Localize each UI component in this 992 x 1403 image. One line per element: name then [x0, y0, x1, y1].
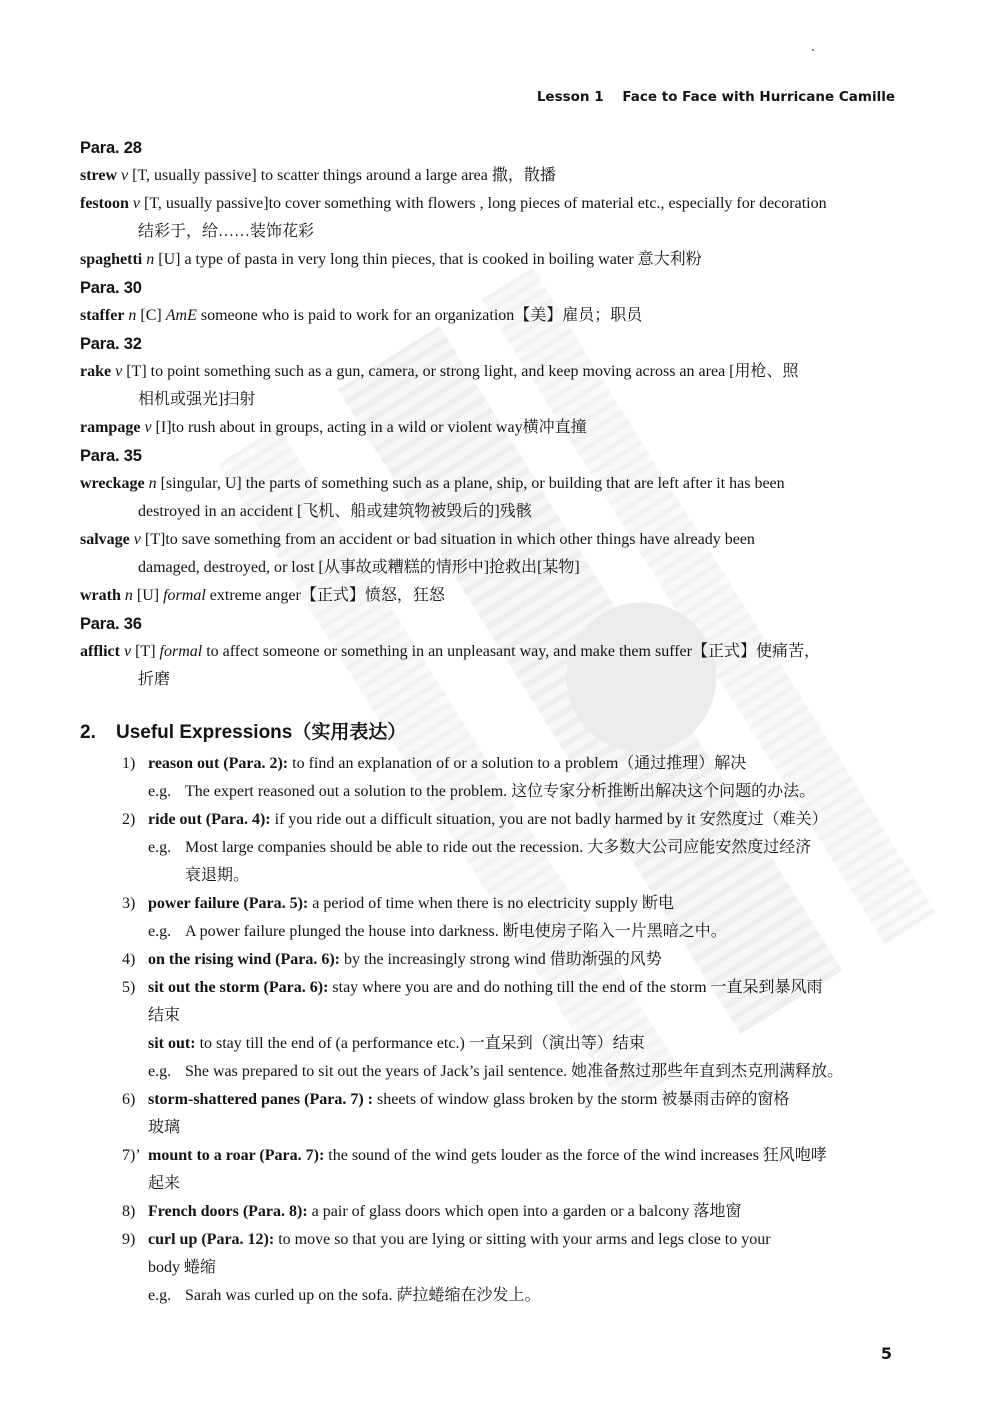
expression-term: reason out (Para. 2):	[148, 755, 289, 772]
expression-term: mount to a roar (Para. 7):	[148, 1147, 325, 1164]
definition: [singular, U] the parts of something such as a plane, ship, or building that are left after it has been	[156, 475, 785, 492]
expression-item	[122, 750, 896, 806]
expression-definition: a pair of glass doors which open into a garden or a balcony 落地窗	[307, 1203, 742, 1220]
example-text: Most large companies should be able to ride out the recession. 大多数大公司应能安然度过经济	[185, 839, 812, 856]
register-label: AmE	[165, 307, 197, 324]
expression-item	[122, 890, 896, 946]
expression-term: power failure (Para. 5):	[148, 895, 309, 912]
expression-definition: sheets of window glass broken by the storm 被暴雨击碎的窗格	[373, 1091, 790, 1108]
item-index: 7)’	[122, 1147, 141, 1164]
expression-term: ride out (Para. 4):	[148, 811, 271, 828]
vocabulary-entry	[80, 638, 896, 694]
expression-term: curl up (Para. 12):	[148, 1231, 275, 1248]
definition-continued: 起来	[148, 1175, 181, 1192]
expression-item	[122, 1142, 896, 1198]
expression-item	[122, 1086, 896, 1142]
expression-definition: if you ride out a difficult situation, you are not badly harmed by it 安然度过（难关）	[270, 811, 828, 828]
expression-definition: to find an explanation of or a solution to a problem（通过推理）解决	[288, 755, 747, 772]
part-of-speech: v	[132, 195, 140, 212]
definition: [U] a type of pasta in very long thin pieces, that is cooked in boiling water 意大利粉	[154, 251, 702, 268]
example-text: A power failure plunged the house into darkness. 断电使房子陷入一片黑暗之中。	[185, 923, 727, 940]
definition: [T, usually passive] to scatter things around a large area 撒，散播	[128, 167, 556, 184]
part-of-speech: n	[124, 587, 133, 604]
vocabulary-entry	[80, 526, 896, 582]
vocabulary-entry	[80, 190, 896, 246]
definition: extreme anger【正式】愤怒，狂怒	[205, 587, 445, 604]
running-head	[537, 89, 895, 105]
scan-speck	[812, 49, 814, 51]
sub-term: sit out:	[148, 1035, 196, 1052]
part-of-speech: n	[128, 307, 137, 324]
paragraph-heading: Para. 35	[80, 447, 142, 465]
expression-item	[122, 1198, 896, 1226]
grammar-code: [U]	[132, 587, 164, 604]
headword: strew	[80, 167, 118, 184]
part-of-speech: n	[146, 251, 155, 268]
expression-definition: stay where you are and do nothing till the end of the storm 一直呆到暴风雨	[328, 979, 823, 996]
headword: wreckage	[80, 475, 145, 492]
paragraph-heading: Para. 28	[80, 139, 142, 157]
example-sentence	[148, 778, 896, 806]
definition-continued: 玻璃	[148, 1119, 181, 1136]
grammar-code: [T]	[131, 643, 160, 660]
definition-continued: destroyed in an accident [飞机、船或建筑物被毁后的]残骸	[138, 503, 532, 520]
example-label: e.g.	[148, 783, 172, 800]
example-label: e.g.	[148, 1063, 172, 1080]
definition: [T] to point something such as a gun, camera, or strong light, and keep moving across an area [用枪、照	[122, 363, 799, 380]
vocabulary-entry	[80, 414, 896, 442]
part-of-speech: v	[123, 643, 132, 660]
example-sentence	[148, 1058, 896, 1086]
section-number: 2.	[80, 722, 96, 743]
definition-continued: damaged, destroyed, or lost [从事故或糟糕的情形中]抢救出[某物]	[138, 559, 580, 576]
vocabulary-entry	[80, 246, 896, 274]
headword: staffer	[80, 307, 125, 324]
register-label: formal	[163, 587, 206, 604]
headword: rake	[80, 363, 112, 380]
definition-continued: 相机或强光]扫射	[138, 391, 256, 408]
example-sentence	[148, 1282, 896, 1310]
paragraph-heading: Para. 30	[80, 279, 142, 297]
section-heading	[80, 716, 896, 750]
part-of-speech: v	[121, 167, 129, 184]
definition-continued: 折磨	[138, 671, 171, 688]
expression-item	[122, 946, 896, 974]
example-sentence	[148, 834, 896, 890]
item-index: 3)	[122, 895, 136, 912]
register-label: formal	[159, 643, 203, 660]
definition: [T]to save something from an accident or bad situation in which other things have already been	[140, 531, 755, 548]
sub-definition: to stay till the end of (a performance etc.) 一直呆到（演出等）结束	[195, 1035, 645, 1052]
example-label: e.g.	[148, 839, 172, 856]
item-index: 4)	[122, 951, 136, 968]
definition: [I]to rush about in groups, acting in a wild or violent way横冲直撞	[151, 419, 587, 436]
expression-item	[122, 974, 896, 1086]
expression-term: sit out the storm (Para. 6):	[148, 979, 329, 996]
example-text: The expert reasoned out a solution to the problem. 这位专家分析推断出解决这个问题的办法。	[185, 783, 816, 800]
vocabulary-entry	[80, 358, 896, 414]
grammar-code: [C]	[136, 307, 166, 324]
part-of-speech: v	[133, 531, 141, 548]
paragraph-heading: Para. 32	[80, 335, 142, 353]
page-number: 5	[880, 1344, 892, 1363]
example-label: e.g.	[148, 1287, 172, 1304]
vocabulary-entry	[80, 162, 896, 190]
expression-definition: the sound of the wind gets louder as the force of the wind increases 狂风咆哮	[324, 1147, 827, 1164]
definition-continued: 结束	[148, 1007, 181, 1024]
vocabulary-entry	[80, 302, 896, 330]
definition-continued: body 蜷缩	[148, 1259, 217, 1276]
item-index: 9)	[122, 1231, 136, 1248]
expression-item	[122, 806, 896, 890]
expression-definition: to move so that you are lying or sitting with your arms and legs close to your	[274, 1231, 771, 1248]
headword: rampage	[80, 419, 141, 436]
expression-term: storm-shattered panes (Para. 7) :	[148, 1091, 373, 1108]
definition: to affect someone or something in an unpleasant way, and make them suffer【正式】使痛苦，	[202, 643, 820, 660]
useful-expressions-section	[80, 716, 896, 1310]
expression-definition: a period of time when there is no electricity supply 断电	[308, 895, 674, 912]
item-index: 5)	[122, 979, 136, 996]
example-label: e.g.	[148, 923, 172, 940]
lesson-title: Face to Face with Hurricane Camille	[622, 89, 895, 105]
expression-item	[122, 1226, 896, 1310]
definition: [T, usually passive]to cover something with flowers , long pieces of material etc., especially for decoration	[140, 195, 827, 212]
sub-expression	[148, 1030, 896, 1058]
item-index: 2)	[122, 811, 136, 828]
expression-list	[122, 750, 896, 1310]
vocabulary-section	[80, 134, 896, 694]
vocabulary-entry	[80, 582, 896, 610]
definition-continued: 结彩于，给……装饰花彩	[138, 223, 315, 240]
expression-definition: by the increasingly strong wind 借助渐强的风势	[340, 951, 662, 968]
vocabulary-entry	[80, 470, 896, 526]
part-of-speech: v	[144, 419, 152, 436]
page-content	[80, 134, 896, 1310]
headword: spaghetti	[80, 251, 143, 268]
section-title: Useful Expressions（实用表达）	[116, 722, 407, 743]
item-index: 8)	[122, 1203, 136, 1220]
definition: someone who is paid to work for an organization【美】雇员；职员	[196, 307, 643, 324]
part-of-speech: n	[148, 475, 157, 492]
example-sentence	[148, 918, 896, 946]
item-index: 6)	[122, 1091, 136, 1108]
expression-term: French doors (Para. 8):	[148, 1203, 308, 1220]
headword: wrath	[80, 587, 121, 604]
headword: afflict	[80, 643, 120, 660]
example-text: She was prepared to sit out the years of Jack’s jail sentence. 她准备熬过那些年直到杰克刑满释放。	[185, 1063, 844, 1080]
expression-term: on the rising wind (Para. 6):	[148, 951, 340, 968]
example-text: Sarah was curled up on the sofa. 萨拉蜷缩在沙发上。	[185, 1287, 541, 1304]
item-index: 1)	[122, 755, 136, 772]
part-of-speech: v	[115, 363, 123, 380]
headword: festoon	[80, 195, 129, 212]
paragraph-heading: Para. 36	[80, 615, 142, 633]
headword: salvage	[80, 531, 130, 548]
example-continued: 衰退期。	[185, 867, 250, 884]
lesson-number: Lesson 1	[536, 89, 604, 105]
